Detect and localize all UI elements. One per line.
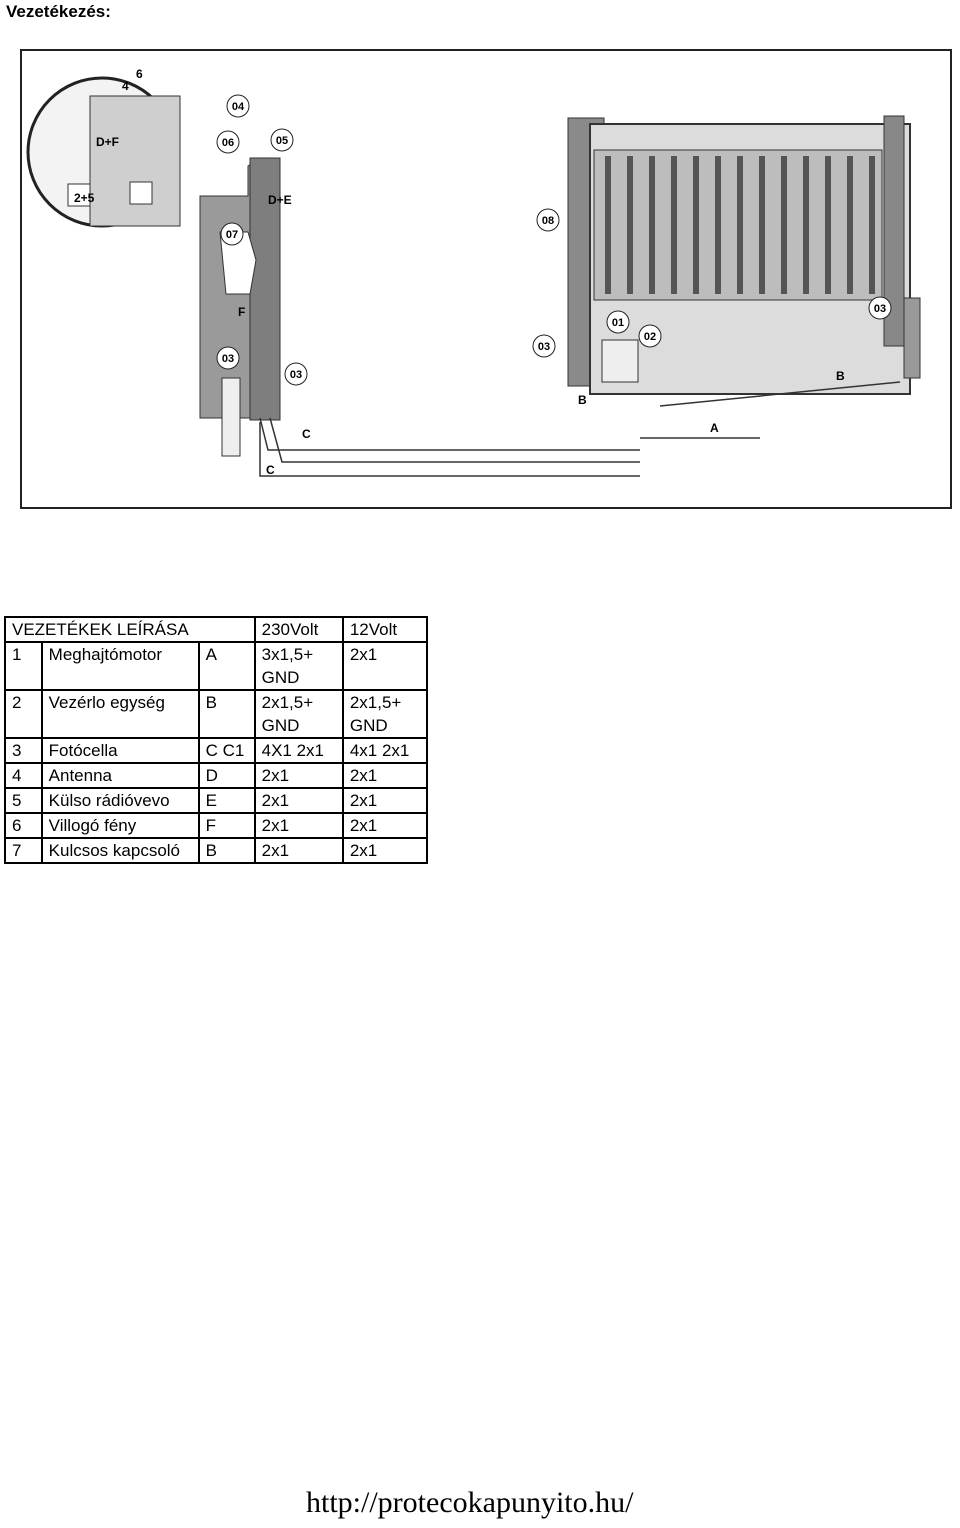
row-12v: 2x1 xyxy=(343,642,427,690)
svg-text:C: C xyxy=(266,463,275,477)
row-12v: 2x1 xyxy=(343,788,427,813)
page-title: Vezetékezés: xyxy=(6,2,111,21)
table-row xyxy=(5,642,427,690)
row-code: B xyxy=(199,838,255,863)
svg-text:6: 6 xyxy=(136,67,143,81)
row-code: F xyxy=(199,813,255,838)
table-row xyxy=(5,690,427,738)
table-row xyxy=(5,788,427,813)
svg-text:4: 4 xyxy=(122,79,129,93)
row-code: C C1 xyxy=(199,738,255,763)
table-row xyxy=(5,738,427,763)
footer-url: http://protecokapunyito.hu/ xyxy=(306,1486,634,1519)
row-12v: 2x1 xyxy=(343,813,427,838)
svg-text:2+5: 2+5 xyxy=(74,191,95,205)
row-230v: 2x1 xyxy=(255,813,343,838)
svg-text:F: F xyxy=(238,305,246,319)
row-number: 5 xyxy=(5,788,42,813)
row-number: 7 xyxy=(5,838,42,863)
table-row xyxy=(5,838,427,863)
row-code: E xyxy=(199,788,255,813)
row-number: 6 xyxy=(5,813,42,838)
row-230v: 2x1 xyxy=(255,788,343,813)
svg-text:04: 04 xyxy=(231,101,245,113)
row-230v: 2x1,5+ GND xyxy=(255,690,343,738)
table-row xyxy=(5,763,427,788)
svg-text:08: 08 xyxy=(541,215,555,227)
row-code: D xyxy=(199,763,255,788)
row-12v: 4x1 2x1 xyxy=(343,738,427,763)
svg-text:B: B xyxy=(836,369,845,383)
row-12v: 2x1 xyxy=(343,763,427,788)
svg-text:06: 06 xyxy=(221,137,235,149)
table-header-row xyxy=(5,617,427,642)
svg-text:03: 03 xyxy=(221,353,235,365)
row-12v: 2x1,5+ GND xyxy=(343,690,427,738)
wiring-table xyxy=(4,616,428,864)
svg-text:03: 03 xyxy=(289,369,303,381)
row-name: Kulcsos kapcsoló xyxy=(42,838,199,863)
svg-text:07: 07 xyxy=(225,229,239,241)
row-name: Fotócella xyxy=(42,738,199,763)
row-number: 3 xyxy=(5,738,42,763)
row-230v: 3x1,5+ GND xyxy=(255,642,343,690)
header-12v: 12Volt xyxy=(343,617,427,642)
svg-text:02: 02 xyxy=(643,331,657,343)
row-code: A xyxy=(199,642,255,690)
header-230v: 230Volt xyxy=(255,617,343,642)
svg-text:C: C xyxy=(302,427,311,441)
svg-text:03: 03 xyxy=(873,303,887,315)
row-number: 1 xyxy=(5,642,42,690)
table-row xyxy=(5,813,427,838)
gate-wiring-diagram xyxy=(20,46,954,512)
row-code: B xyxy=(199,690,255,738)
row-230v: 2x1 xyxy=(255,838,343,863)
svg-text:D+E: D+E xyxy=(268,193,292,207)
svg-text:01: 01 xyxy=(611,317,625,329)
row-230v: 2x1 xyxy=(255,763,343,788)
svg-text:03: 03 xyxy=(537,341,551,353)
row-230v: 4X1 2x1 xyxy=(255,738,343,763)
row-name: Antenna xyxy=(42,763,199,788)
svg-text:D+F: D+F xyxy=(96,135,120,149)
row-12v: 2x1 xyxy=(343,838,427,863)
row-name: Külso rádióvevo xyxy=(42,788,199,813)
svg-text:A: A xyxy=(710,421,719,435)
row-number: 4 xyxy=(5,763,42,788)
row-number: 2 xyxy=(5,690,42,738)
row-name: Villogó fény xyxy=(42,813,199,838)
svg-text:B: B xyxy=(578,393,587,407)
row-name: Vezérlo egység xyxy=(42,690,199,738)
svg-text:05: 05 xyxy=(275,135,289,147)
header-description: VEZETÉKEK LEÍRÁSA xyxy=(5,617,255,642)
row-name: Meghajtómotor xyxy=(42,642,199,690)
